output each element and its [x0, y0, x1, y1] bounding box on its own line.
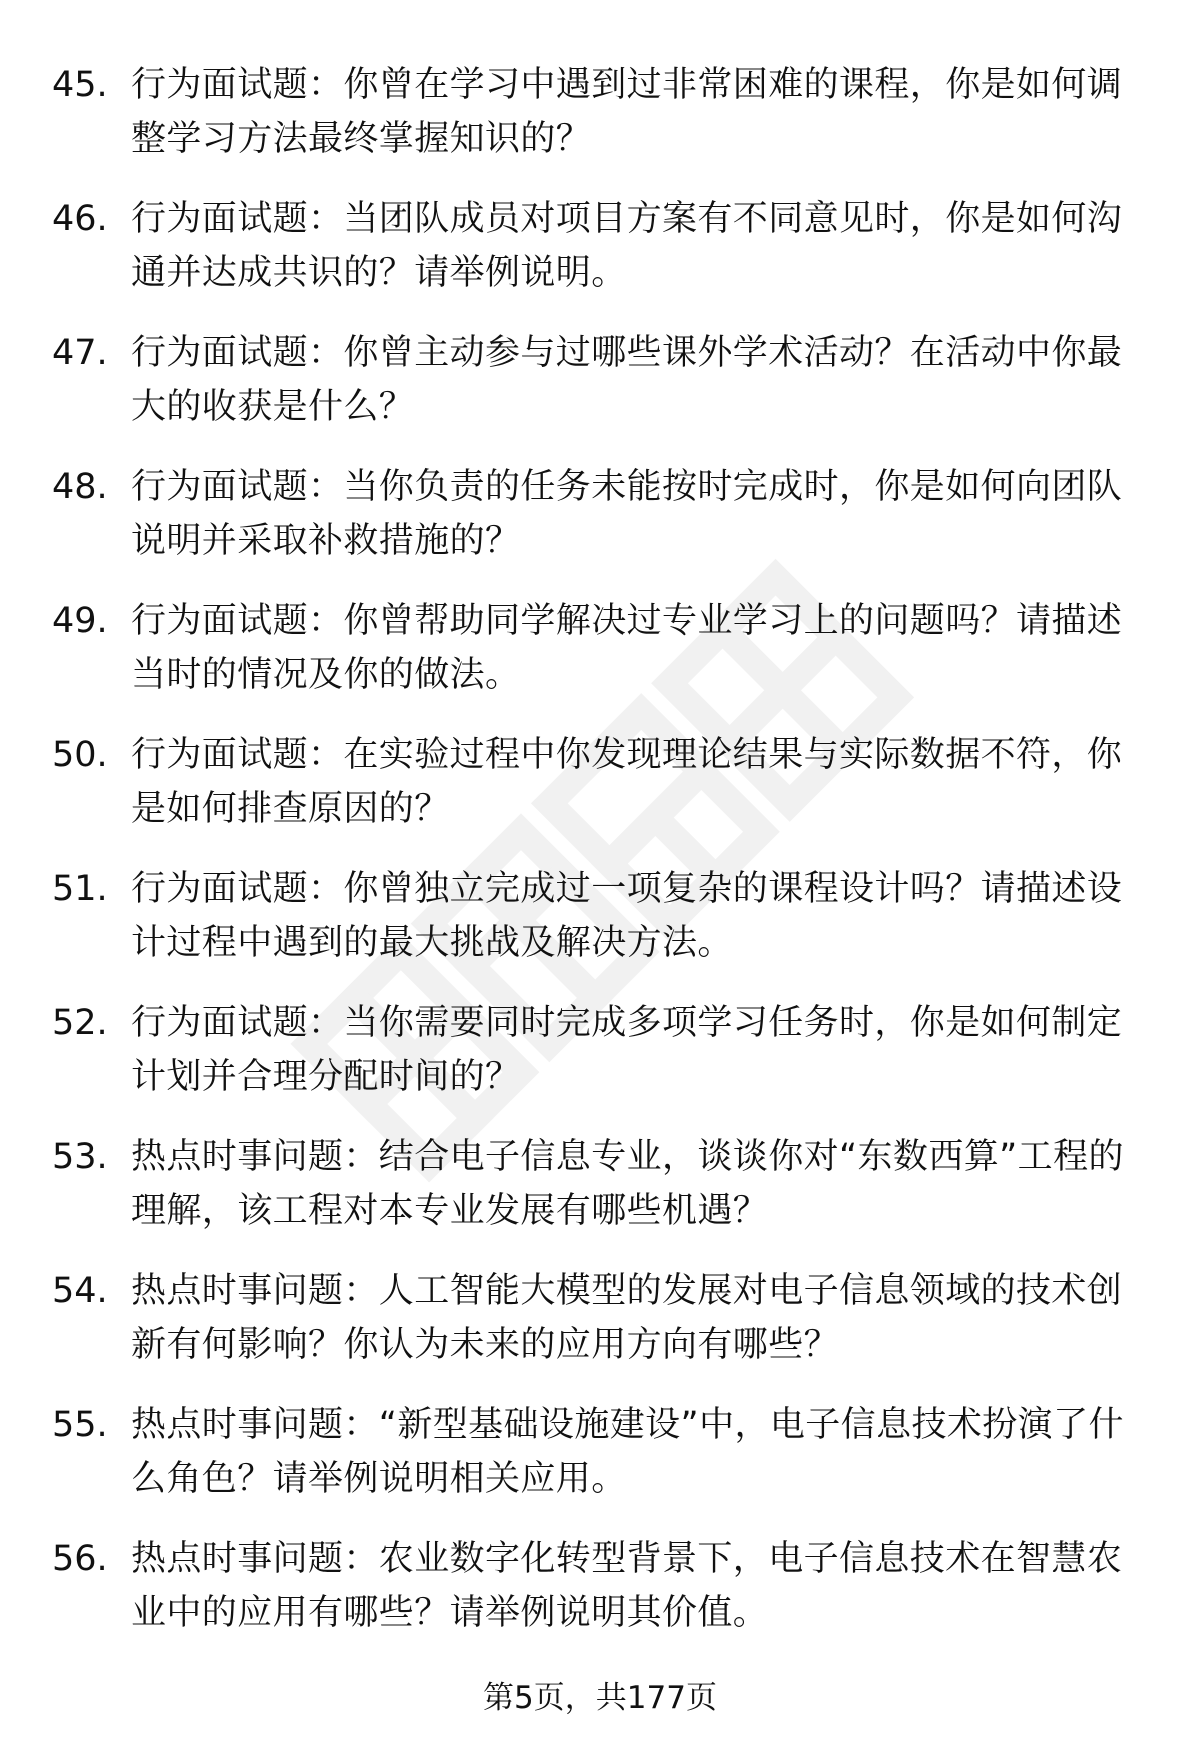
question-item — [0, 996, 1200, 1130]
question-item — [0, 58, 1200, 192]
question-number: 53. — [52, 1137, 108, 1177]
question-item — [0, 460, 1200, 594]
question-item — [0, 728, 1200, 862]
question-text: 热点时事问题：结合电子信息专业，谈谈你对“东数西算”工程的理解，该工程对本专业发展有哪些机遇？ — [131, 1137, 1124, 1231]
question-text: 热点时事问题：“新型基础设施建设”中，电子信息技术扮演了什么角色？请举例说明相关应用。 — [131, 1405, 1124, 1499]
question-text: 行为面试题：当团队成员对项目方案有不同意见时，你是如何沟通并达成共识的？请举例说明。 — [131, 199, 1123, 293]
question-text: 热点时事问题：农业数字化转型背景下，电子信息技术在智慧农业中的应用有哪些？请举例说明其价值。 — [131, 1539, 1123, 1633]
question-item — [0, 192, 1200, 326]
question-item — [0, 862, 1200, 996]
question-text: 行为面试题：当你负责的任务未能按时完成时，你是如何向团队说明并采取补救措施的？ — [131, 467, 1123, 561]
question-list — [0, 58, 1200, 1666]
question-number: 49. — [52, 601, 108, 641]
page-footer: 第5页，共177页 — [483, 1680, 717, 1716]
question-number: 46. — [52, 199, 108, 239]
question-item — [0, 1264, 1200, 1398]
question-number: 52. — [52, 1003, 108, 1043]
question-item — [0, 326, 1200, 460]
question-number: 51. — [52, 869, 108, 909]
question-item — [0, 1398, 1200, 1532]
question-number: 47. — [52, 333, 108, 373]
question-number: 48. — [52, 467, 108, 507]
question-number: 56. — [52, 1539, 108, 1579]
question-number: 55. — [52, 1405, 108, 1445]
question-number: 50. — [52, 735, 108, 775]
question-text: 行为面试题：你曾在学习中遇到过非常困难的课程，你是如何调整学习方法最终掌握知识的？ — [131, 65, 1123, 159]
question-number: 45. — [52, 65, 108, 105]
question-text: 行为面试题：你曾帮助同学解决过专业学习上的问题吗？请描述当时的情况及你的做法。 — [131, 601, 1123, 695]
question-text: 行为面试题：在实验过程中你发现理论结果与实际数据不符，你是如何排查原因的？ — [131, 735, 1123, 829]
question-item — [0, 1130, 1200, 1264]
question-text: 行为面试题：当你需要同时完成多项学习任务时，你是如何制定计划并合理分配时间的？ — [131, 1003, 1123, 1097]
question-text: 行为面试题：你曾主动参与过哪些课外学术活动？在活动中你最大的收获是什么？ — [131, 333, 1123, 427]
question-text: 行为面试题：你曾独立完成过一项复杂的课程设计吗？请描述设计过程中遇到的最大挑战及解决方法。 — [131, 869, 1123, 963]
question-text: 热点时事问题：人工智能大模型的发展对电子信息领域的技术创新有何影响？你认为未来的应用方向有哪些？ — [131, 1271, 1123, 1365]
question-item — [0, 1532, 1200, 1666]
question-number: 54. — [52, 1271, 108, 1311]
question-item — [0, 594, 1200, 728]
